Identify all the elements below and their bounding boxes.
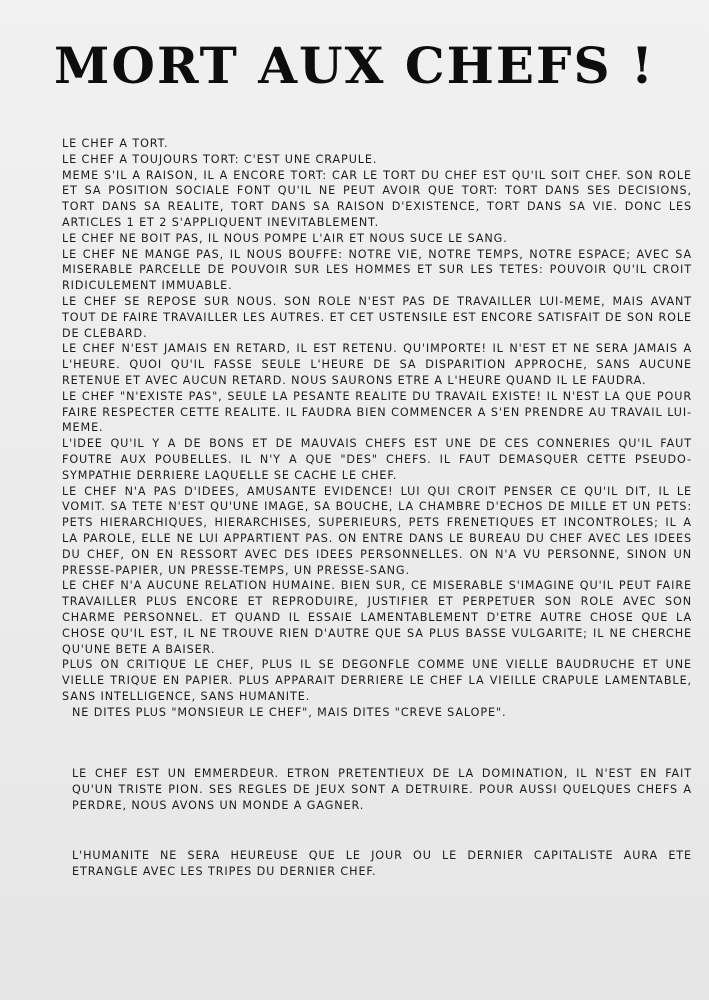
paragraph-10: LE CHEF N'A PAS D'IDEES, AMUSANTE EVIDENCE! LUI QUI CROIT PENSER CE QU'IL DIT, IL LE VOMIT. SA TETE N'EST QU'UNE IMAGE, SA BOUCHE, LA CHAMBRE D'ECHOS DE MILLE ET UN PETS: PETS HIERARCHIQUES, HIERARCHISES, SUPERIEURS, PETS FRENETIQUES ET INCONTROLES; IL A LA PAROLE, ELLE NE LUI APPARTIENT PAS. ON ENTRE DANS LE BUREAU DU CHEF AVEC LES IDEES DU CHEF, ON EN RESSORT AVEC DES IDEES PERSONNELLES. ON N'A VU PERSONNE, SINON UN PRESSE-PAPIER, UN PRESSE-TEMPS, UN PRESSE-SANG. (62, 484, 692, 577)
paragraph-2: LE CHEF A TOUJOURS TORT: C'EST UNE CRAPULE. (62, 152, 378, 166)
spacer (62, 720, 692, 766)
spacer (62, 814, 692, 848)
paragraph-3: MEME S'IL A RAISON, IL A ENCORE TORT: CAR LE TORT DU CHEF EST QU'IL SOIT CHEF. SON ROLE ET SA POSITION SOCIALE FONT QU'IL NE PEUT AVOIR QUE TORT: TORT DANS SES DECISIONS, TORT DANS SA REALITE, TORT DANS SA RAISON D'EXISTENCE, TORT DANS SA VIE. DONC LES ARTICLES 1 ET 2 S'APPLIQUENT INEVITABLEMENT. (62, 168, 692, 229)
tract-body (62, 136, 692, 879)
closing-paragraph-1: LE CHEF EST UN EMMERDEUR. ETRON PRETENTIEUX DE LA DOMINATION, IL N'EST EN FAIT QU'UN TRISTE PION. SES REGLES DE JEUX SONT A DETRUIRE. POUR AUSSI QUELQUES CHEFS A PERDRE, NOUS AVONS UN MONDE A GAGNER. (72, 767, 692, 813)
page-title: MORT AUX CHEFS ! (54, 36, 655, 95)
paragraph-5: LE CHEF NE MANGE PAS, IL NOUS BOUFFE: NOTRE VIE, NOTRE TEMPS, NOTRE ESPACE; AVEC SA MISERABLE PARCELLE DE POUVOIR SUR LES HOMMES ET SUR LES TETES: POUVOIR QU'IL CROIT RIDICULEMENT IMMUABLE. (62, 247, 692, 293)
paragraph-13: NE DITES PLUS "MONSIEUR LE CHEF", MAIS DITES "CREVE SALOPE". (72, 705, 507, 719)
paragraph-11: LE CHEF N'A AUCUNE RELATION HUMAINE. BIEN SUR, CE MISERABLE S'IMAGINE QU'IL PEUT FAIRE TRAVAILLER PLUS ENCORE ET REPRODUIRE, JUSTIFIER ET PERPETUER SON ROLE AVEC SON CHARME PERSONNEL. ET QUAND IL ESSAIE LAMENTABLEMENT D'ETRE AUTRE CHOSE QUE LA CHOSE QU'IL EST, IL NE TROUVE RIEN D'AUTRE QUE SA PLUS BASSE VULGARITE; IL NE CHERCHE QU'UNE BETE A BAISER. (62, 579, 692, 656)
paragraph-4: LE CHEF NE BOIT PAS, IL NOUS POMPE L'AIR ET NOUS SUCE LE SANG. (62, 231, 508, 245)
closing-paragraph-2: L'HUMANITE NE SERA HEUREUSE QUE LE JOUR OU LE DERNIER CAPITALISTE AURA ETE ETRANGLE AVEC LES TRIPES DU DERNIER CHEF. (72, 848, 692, 878)
paragraph-8: LE CHEF "N'EXISTE PAS", SEULE LA PESANTE REALITE DU TRAVAIL EXISTE! IL N'EST LA QUE POUR FAIRE RESPECTER CETTE REALITE. IL FAUDRA BIEN COMMENCER A S'EN PRENDRE AU TRAVAIL LUI-MEME. (62, 389, 692, 435)
paragraph-12: PLUS ON CRITIQUE LE CHEF, PLUS IL SE DEGONFLE COMME UNE VIELLE BAUDRUCHE ET UNE VIELLE TRIQUE EN PAPIER. PLUS APPARAIT DERRIERE LE CHEF LA VIEILLE CRAPULE LAMENTABLE, SANS INTELLIGENCE, SANS HUMANITE. (62, 658, 692, 703)
paragraph-9: L'IDEE QU'IL Y A DE BONS ET DE MAUVAIS CHEFS EST UNE DE CES CONNERIES QU'IL FAUT FOUTRE AUX POUBELLES. IL N'Y A QUE "DES" CHEFS. IL FAUT DEMASQUER CETTE PSEUDO-SYMPATHIE DERRIERE LAQUELLE SE CACHE LE CHEF. (62, 437, 692, 482)
paragraph-1: LE CHEF A TORT. (62, 137, 169, 150)
paragraph-7: LE CHEF N'EST JAMAIS EN RETARD, IL EST RETENU. QU'IMPORTE! IL N'EST ET NE SERA JAMAIS A L'HEURE. QUOI QU'IL FASSE SEULE L'HEURE DE SA DISPARITION APPROCHE, SANS AUCUNE RETENUE ET AVEC AUCUN RETARD. NOUS SAURONS ETRE A L'HEURE QUAND IL LE FAUDRA. (62, 342, 692, 387)
paragraph-6: LE CHEF SE REPOSE SUR NOUS. SON ROLE N'EST PAS DE TRAVAILLER LUI-MEME, MAIS AVANT TOUT DE FAIRE TRAVAILLER LES AUTRES. ET CET USTENSILE EST ENCORE SATISFAIT DE SON ROLE DE CLEBARD. (62, 294, 692, 340)
